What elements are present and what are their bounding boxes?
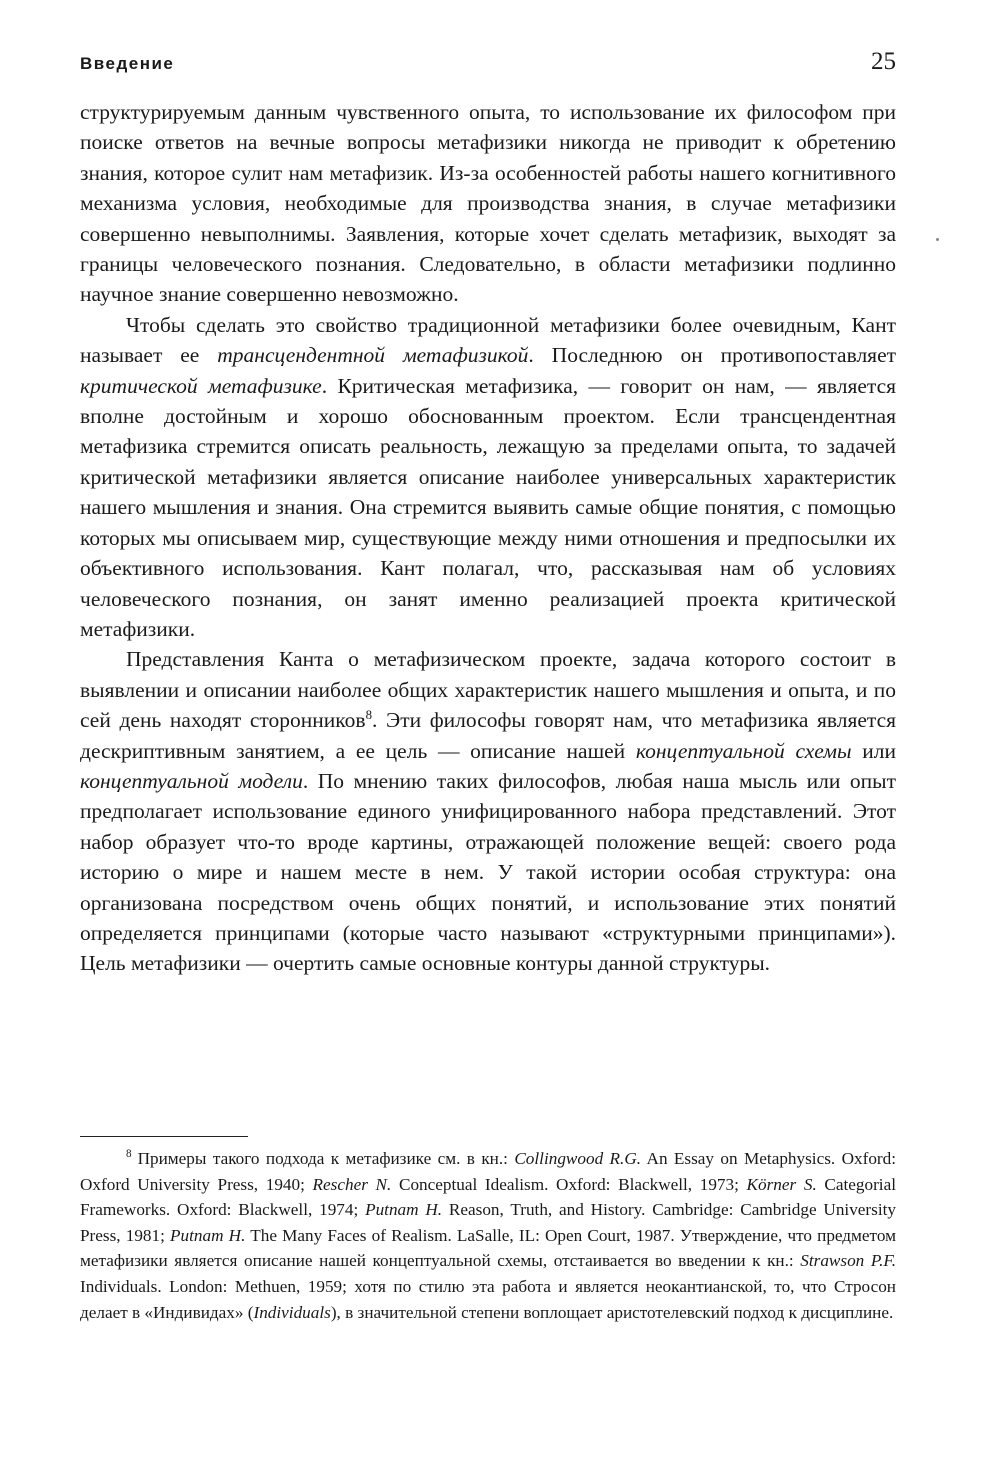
- italic-term: трансцендентной метафизикой: [217, 343, 529, 368]
- author-name: Putnam H.: [365, 1200, 443, 1220]
- text-run: An Essay on Metaphysics. Oxford: Oxford University Press, 1940;: [80, 1149, 897, 1194]
- text-run: или: [851, 738, 896, 763]
- page-number: 25: [871, 48, 896, 75]
- footnote-reference[interactable]: 8: [365, 707, 373, 722]
- author-name: Rescher N.: [312, 1174, 392, 1194]
- text-run: . Эти философы говорят нам, что метафизика является дескриптивным занятием, а ее цель — описание нашей: [80, 708, 896, 763]
- italic-term: концептуальной схемы: [635, 738, 852, 763]
- italic-term: концептуальной модели: [80, 768, 303, 793]
- scan-speck: [936, 238, 939, 241]
- main-text: [80, 97, 896, 979]
- paragraph-1: структурируемым данным чувственного опыта, то использование их философом при поиске ответов на вечные вопросы метафизики никогда не приводит к обретению знания, которое сулит нам метафизик. Из-за особенностей работы нашего когнитивного механизма условия, необходимые для производства знания, в случае метафизики совершенно невыполнимы. Заявления, которые хочет сделать метафизик, выходят за границы человеческого познания. Следовательно, в области метафизики подлинно научное знание совершенно невозможно.: [80, 100, 896, 307]
- text-run: . Последнюю он противопоставляет: [528, 343, 897, 368]
- author-name: Strawson P.F.: [800, 1251, 896, 1271]
- text-run: Conceptual Idealism. Oxford: Blackwell, 1973;: [391, 1174, 747, 1194]
- text-run: Individuals. London: Methuen, 1959; хотя по стилю эта работа и является неокантианской, то, что Стросон делает в «Индивидах» (: [80, 1276, 896, 1322]
- text-run: Categorial Frameworks. Oxford: Blackwell, 1974;: [80, 1174, 896, 1220]
- text-run: The Many Faces of Realism. LaSalle, IL: Open Court, 1987. Утверждение, что предметом метафизики является описание нашей концептуальной схемы, отстаивается во введении к кн.:: [80, 1225, 896, 1271]
- text-run: . Критическая метафизика, — говорит он нам, — является вполне достойным и хорошо обоснованным проектом. Если трансцендентная метафизика стремится описать реальность, лежащую за пределами опыта, то задачей критической метафизики является описание наиболее универсальных характеристик нашего мышления и знания. Она стремится выявить самые общие понятия, с помощью которых мы описываем мир, существующие между ними отношения и предпосылки их объективного использования. Кант полагал, что, рассказывая нам об условиях человеческого познания, он занят именно реализацией проекта критической метафизики.: [80, 373, 896, 641]
- author-name: Körner S.: [746, 1174, 817, 1194]
- text-run: Примеры такого подхода к метафизике см. в кн.:: [137, 1149, 515, 1168]
- text-run: . По мнению таких философов, любая наша мысль или опыт предполагает использование единого унифицированного набора представлений. Этот набор образует что-то вроде картины, отражающей положение вещей: своего рода историю о мире и нашем месте в нем. У такой истории особая структура: она организована посредством очень общих понятий, и использование этих понятий определяется принципами (которые часто называют «структурными принципами»). Цель метафизики — очертить самые основные контуры данной структуры.: [80, 768, 896, 976]
- paragraph-2: [80, 310, 896, 644]
- author-name: Collingwood R.G.: [514, 1149, 642, 1168]
- text-run: Reason, Truth, and History. Cambridge: Cambridge University Press, 1981;: [80, 1200, 896, 1245]
- paragraph-3: [80, 644, 896, 978]
- text-run: Чтобы сделать это свойство традиционной метафизики более очевидным, Кант называет ее: [80, 312, 896, 368]
- footnote-divider: [80, 1136, 248, 1137]
- running-header: [80, 48, 896, 76]
- author-name: Putnam H.: [170, 1225, 246, 1245]
- book-title: Individuals: [253, 1302, 331, 1322]
- section-title: Введение: [80, 54, 175, 73]
- footnote-marker: 8: [126, 1148, 132, 1161]
- italic-term: критической метафизике: [80, 373, 322, 398]
- footnote-8: [80, 1146, 896, 1325]
- text-run: Представления Канта о метафизическом проекте, задача которого состоит в выявлении и описании наиболее общих характеристик нашего мышления и опыта, и по сей день находят сторонников: [80, 647, 896, 733]
- text-run: ), в значительной степени воплощает аристотелевский подход к дисциплине.: [330, 1302, 894, 1322]
